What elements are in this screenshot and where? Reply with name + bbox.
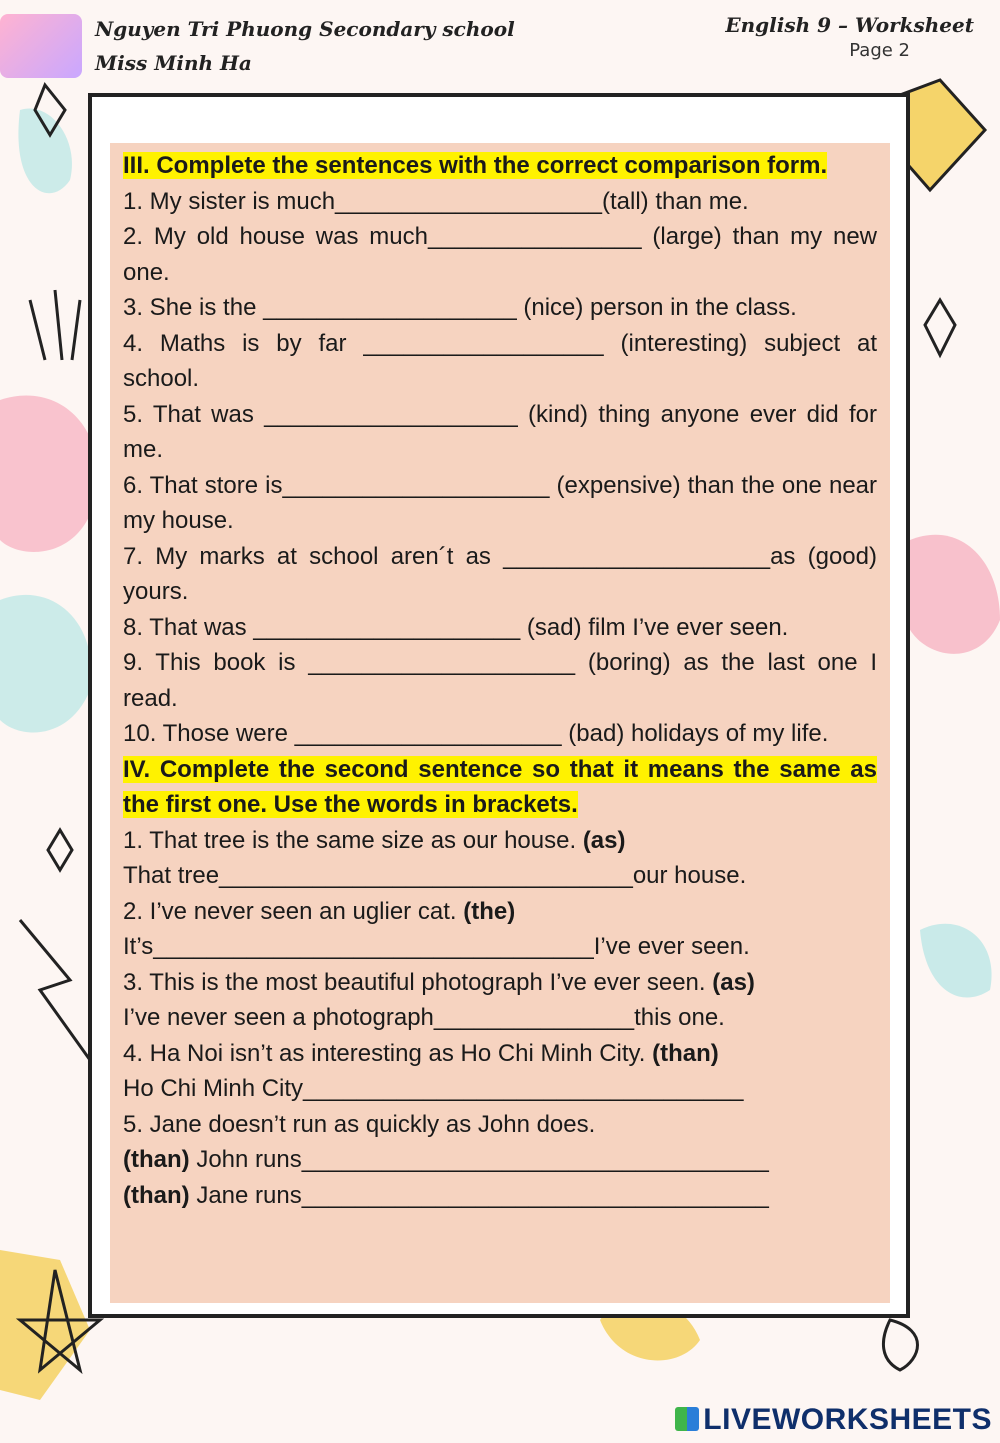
- s4-item-5-answer-b[interactable]: (than) Jane runs___________________________________: [123, 1181, 769, 1209]
- s3-item-6[interactable]: 6. That store is____________________ (expensive) than the one near my house.: [123, 471, 877, 534]
- s4-item-2-answer[interactable]: It’s_________________________________I’ve ever seen.: [123, 933, 750, 960]
- s4-item-1-key: (as): [582, 826, 626, 854]
- s4-item-5a-key: (than): [123, 1146, 190, 1173]
- liveworksheets-logo-icon: [675, 1407, 699, 1431]
- s4-item-3-sentence: 3. This is the most beautiful photograph I’ve ever seen. (as): [123, 968, 755, 996]
- section3-heading: III. Complete the sentences with the correct comparison form.: [123, 152, 828, 179]
- s4-item-5b-key: (than): [123, 1181, 190, 1209]
- header-left: [95, 12, 515, 80]
- s3-item-2[interactable]: 2. My old house was much________________ (large) than my new one.: [123, 223, 877, 286]
- s4-item-3-key: (as): [712, 968, 755, 996]
- s4-item-3-answer[interactable]: I’ve never seen a photograph_______________this one.: [123, 1004, 725, 1031]
- s4-item-4-key: (than): [652, 1039, 719, 1067]
- teacher-avatar: [0, 14, 82, 78]
- s4-item-4-answer[interactable]: Ho Chi Minh City_________________________________: [123, 1075, 744, 1102]
- s4-item-2-key: (the): [463, 897, 516, 925]
- worksheet-content: [123, 148, 877, 1213]
- s4-item-5-answer-a[interactable]: (than) John runs___________________________________: [123, 1146, 769, 1173]
- section4-heading: IV. Complete the second sentence so that it means the same as the first one. Use the words in brackets.: [123, 755, 877, 818]
- s4-item-4-sentence: 4. Ha Noi isn’t as interesting as Ho Chi Minh City. (than): [123, 1039, 719, 1067]
- s3-item-10[interactable]: 10. Those were ____________________ (bad) holidays of my life.: [123, 720, 829, 747]
- s3-item-3[interactable]: 3. She is the ___________________ (nice) person in the class.: [123, 294, 797, 321]
- worksheet-title: English 9 – Worksheet: [725, 13, 974, 37]
- s4-item-2-sentence: 2. I’ve never seen an uglier cat. (the): [123, 897, 516, 925]
- teacher-name: Miss Minh Ha: [95, 51, 252, 75]
- s3-item-7[interactable]: 7. My marks at school aren´t as ____________________as (good) yours.: [123, 542, 877, 605]
- s3-item-9[interactable]: 9. This book is ____________________ (boring) as the last one I read.: [123, 649, 877, 712]
- s4-item-5-sentence: 5. Jane doesn’t run as quickly as John does.: [123, 1110, 596, 1138]
- header-right: [725, 12, 974, 64]
- s3-item-8[interactable]: 8. That was ____________________ (sad) film I’ve ever seen.: [123, 613, 789, 641]
- liveworksheets-logo: LIVEWORKSHEETS: [675, 1403, 992, 1437]
- s3-item-1[interactable]: 1. My sister is much____________________(tall) than me.: [123, 187, 749, 215]
- s4-item-1-answer[interactable]: That tree_______________________________our house.: [123, 862, 747, 889]
- s3-item-4[interactable]: 4. Maths is by far __________________ (interesting) subject at school.: [123, 329, 877, 392]
- school-name: Nguyen Tri Phuong Secondary school: [95, 17, 515, 41]
- s4-item-1-sentence: 1. That tree is the same size as our house. (as): [123, 826, 626, 854]
- page-number: Page 2: [849, 40, 910, 61]
- s3-item-5[interactable]: 5. That was ___________________ (kind) thing anyone ever did for me.: [123, 400, 877, 463]
